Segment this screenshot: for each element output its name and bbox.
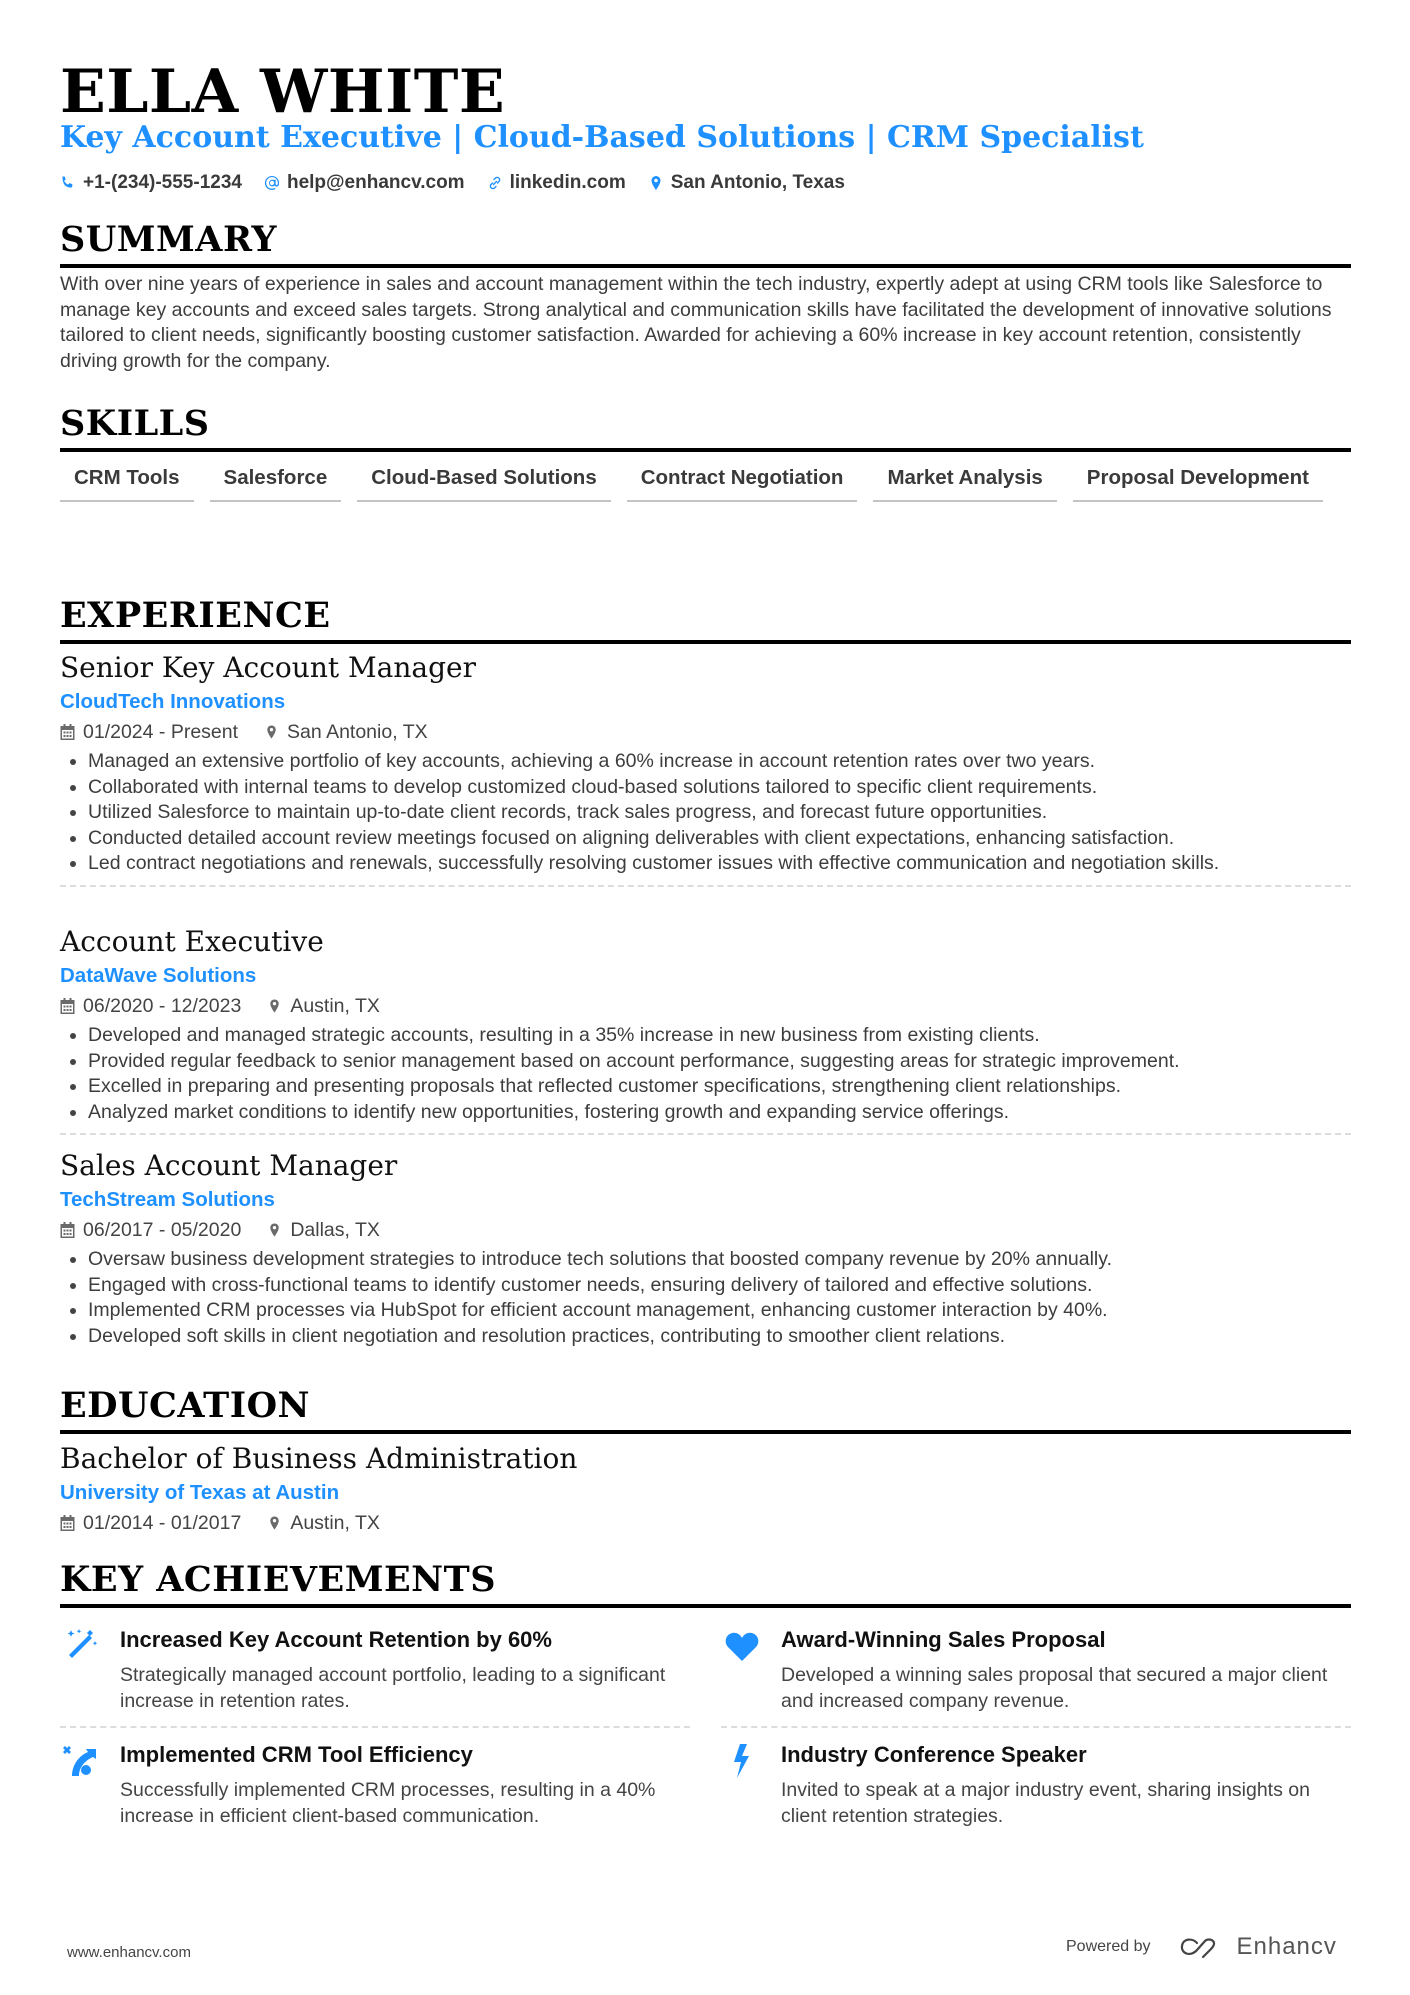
location-pin-icon	[648, 175, 664, 191]
skill-tag: Contract Negotiation	[627, 458, 858, 502]
linkedin-text: linkedin.com	[509, 172, 626, 193]
experience-entry	[60, 650, 1351, 887]
achievement-title: Implemented CRM Tool Efficiency	[120, 1742, 473, 1768]
location-pin-icon	[267, 998, 282, 1014]
bullet-item: • Managed an extensive portfolio of key accounts, achieving a 60% increase in account retention rates over two years.	[88, 749, 1351, 775]
phone-icon	[60, 175, 76, 191]
contact-phone[interactable]	[60, 170, 242, 196]
company-name: CloudTech Innovations	[60, 690, 286, 713]
summary-text: With over nine years of experience in sales and account management within the tech industry, expertly adept at using CRM tools like Salesforce to manage key accounts and exceed sales targets. Strong analytical and communication skills have facilitated the development of innovative solutions tailored to client needs, significantly boosting customer satisfaction. Awarded for achieving a 60% increase in key account retention, consistently driving growth for the company.	[60, 273, 1332, 372]
section-title-experience: EXPERIENCE	[60, 596, 1351, 644]
job-dates: 06/2017 - 05/2020	[83, 1219, 242, 1241]
contact-location	[648, 170, 845, 196]
achievement-title: Industry Conference Speaker	[781, 1742, 1087, 1768]
contact-email[interactable]	[264, 170, 465, 196]
bolt-icon	[723, 1742, 761, 1780]
calendar-icon	[60, 1515, 75, 1531]
email-text: help@enhancv.com	[286, 172, 465, 193]
achievement-description: Strategically managed account portfolio, leading to a significant increase in retention rates.	[120, 1664, 666, 1712]
job-bullets	[60, 1023, 1351, 1125]
calendar-icon	[60, 724, 75, 740]
experience-entry	[60, 924, 1351, 1135]
location-pin-icon	[267, 1515, 282, 1531]
enhancv-logo[interactable]	[1179, 1933, 1337, 1961]
job-dates: 01/2024 - Present	[83, 721, 239, 743]
bullet-item: • Provided regular feedback to senior management based on account performance, suggesting areas for strategic improvement.	[88, 1049, 1351, 1075]
contact-linkedin[interactable]	[487, 170, 626, 196]
experience-entry	[60, 1148, 1351, 1349]
skill-tag: CRM Tools	[60, 458, 194, 502]
bullet-item: • Analyzed market conditions to identify new opportunities, fostering growth and expanding service offerings.	[88, 1100, 1351, 1126]
candidate-name: ELLA WHITE	[60, 57, 506, 127]
calendar-icon	[60, 1222, 75, 1238]
skills-list	[60, 458, 1351, 502]
bullet-item: • Utilized Salesforce to maintain up-to-date client records, track sales progress, and forecast future opportunities.	[88, 800, 1351, 826]
link-icon	[487, 175, 503, 191]
bullet-item: • Developed and managed strategic accounts, resulting in a 35% increase in new business from existing clients.	[88, 1023, 1351, 1049]
bullet-item: • Collaborated with internal teams to develop customized cloud-based solutions tailored to specific client requirements.	[88, 775, 1351, 801]
bullet-item: • Excelled in preparing and presenting proposals that reflected customer specifications, strengthening client relationships.	[88, 1074, 1351, 1100]
job-meta	[60, 717, 1351, 747]
achievement-title: Increased Key Account Retention by 60%	[120, 1627, 552, 1652]
section-title-skills: SKILLS	[60, 404, 1351, 452]
education-meta	[60, 1508, 1351, 1538]
footer-branding	[1066, 1933, 1337, 1961]
enhancv-logo-icon	[1179, 1935, 1225, 1959]
job-location: Dallas, TX	[290, 1219, 380, 1241]
achievement-item	[721, 1728, 1351, 1841]
brand-name: Enhancv	[1236, 1933, 1337, 1960]
location-pin-icon	[267, 1222, 282, 1238]
calendar-icon	[60, 998, 75, 1014]
achievement-item	[60, 1613, 690, 1728]
job-bullets	[60, 1247, 1351, 1349]
magic-wand-icon	[62, 1627, 100, 1665]
job-location: San Antonio, TX	[287, 721, 428, 743]
section-title-education: EDUCATION	[60, 1386, 1351, 1434]
achievement-description: Successfully implemented CRM processes, resulting in a 40% increase in efficient client-based communication.	[120, 1779, 656, 1827]
job-bullets	[60, 749, 1351, 877]
skill-tag: Cloud-Based Solutions	[357, 458, 611, 502]
education-dates: 01/2014 - 01/2017	[83, 1512, 242, 1534]
company-name: TechStream Solutions	[60, 1188, 275, 1211]
contact-bar	[60, 170, 845, 196]
heart-icon	[723, 1627, 761, 1665]
achievement-description: Invited to speak at a major industry event, sharing insights on client retention strategies.	[781, 1779, 1310, 1827]
job-location: Austin, TX	[290, 995, 380, 1017]
strategy-icon	[62, 1742, 100, 1780]
location-pin-icon	[264, 724, 279, 740]
powered-by-label: Powered by	[1066, 1938, 1151, 1955]
phone-text: +1-(234)-555-1234	[83, 172, 242, 193]
achievement-item	[60, 1728, 690, 1841]
job-title: Senior Key Account Manager	[60, 651, 476, 684]
skill-tag: Market Analysis	[873, 458, 1056, 502]
achievements-grid	[60, 1613, 1351, 1841]
achievement-description: Developed a winning sales proposal that secured a major client and increased company revenue.	[781, 1664, 1328, 1712]
achievement-title: Award-Winning Sales Proposal	[781, 1627, 1106, 1652]
headline: Key Account Executive | Cloud-Based Solutions | CRM Specialist	[60, 120, 1144, 155]
at-icon	[264, 175, 280, 191]
skill-tag: Proposal Development	[1073, 458, 1323, 502]
bullet-item: • Oversaw business development strategies to introduce tech solutions that boosted company revenue by 20% annually.	[88, 1247, 1351, 1273]
bullet-item: • Led contract negotiations and renewals, successfully resolving customer issues with effective communication and negotiation skills.	[88, 851, 1351, 877]
job-meta	[60, 991, 1351, 1021]
school-name: University of Texas at Austin	[60, 1481, 340, 1504]
education-location: Austin, TX	[290, 1512, 380, 1534]
company-name: DataWave Solutions	[60, 964, 257, 987]
achievement-item	[721, 1613, 1351, 1728]
bullet-item: • Developed soft skills in client negotiation and resolution practices, contributing to smoother client relations.	[88, 1324, 1351, 1350]
skill-tag: Salesforce	[210, 458, 342, 502]
bullet-item: • Implemented CRM processes via HubSpot for efficient account management, enhancing customer interaction by 40%.	[88, 1298, 1351, 1324]
bullet-item: • Conducted detailed account review meetings focused on aligning deliverables with client expectations, enhancing satisfaction.	[88, 826, 1351, 852]
bullet-item: • Engaged with cross-functional teams to identify customer needs, ensuring delivery of tailored and effective solutions.	[88, 1273, 1351, 1299]
section-title-summary: SUMMARY	[60, 220, 1351, 268]
job-title: Account Executive	[60, 925, 324, 958]
section-title-achievements: KEY ACHIEVEMENTS	[60, 1560, 1351, 1608]
job-dates: 06/2020 - 12/2023	[83, 995, 242, 1017]
footer-website-link[interactable]: www.enhancv.com	[67, 1944, 191, 1961]
job-title: Sales Account Manager	[60, 1149, 398, 1182]
location-text: San Antonio, Texas	[670, 172, 845, 193]
education-entry	[60, 1441, 1351, 1538]
job-meta	[60, 1215, 1351, 1245]
degree-title: Bachelor of Business Administration	[60, 1442, 578, 1475]
